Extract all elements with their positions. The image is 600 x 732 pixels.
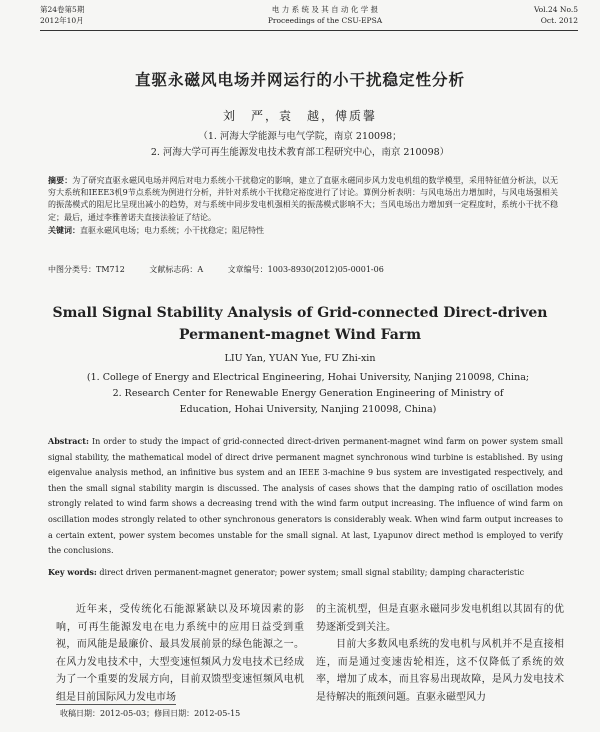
abstract-en-label: Abstract: <box>48 436 89 446</box>
affiliation-cn-1: （1. 河海大学能源与电气学院，南京 210098； <box>198 131 402 142</box>
abstract-cn <box>48 174 558 237</box>
affiliation-en-3: Education, Hohai University, Nanjing 210098, China) <box>179 404 437 415</box>
document-code: 文献标志码：A <box>149 265 204 274</box>
paper-title-en <box>0 302 600 346</box>
classification-info <box>48 264 568 275</box>
header-journal <box>220 4 430 26</box>
header-journal-en: Proceedings of the CSU-EPSA <box>267 16 383 25</box>
affiliation-en-1: (1. College of Energy and Electrical Engineering, Hohai University, Nanjing 210098, China; <box>86 372 530 383</box>
authors-en: LIU Yan, YUAN Yue, FU Zhi-xin <box>224 353 376 364</box>
paper-title-en-line1: Small Signal Stability Analysis of Grid-connected Direct-driven <box>52 305 548 321</box>
keywords-en <box>48 566 563 579</box>
header-date: 2012年10月 <box>40 16 84 25</box>
abstract-en-text: In order to study the impact of grid-connected direct-driven permanent-magnet wind farm on power system small signal stability, the mathematical model of direct drive permanent magnet synchronous wind turbine is established. By using eigenvalue analysis method, an infinitive bus system and an IEEE 3-machine 9 bus system are investigated respectively, and then the small signal stability margin is discussed. The analysis of cases shows that the damping ratio of oscillation modes strongly related to wind farm shows a decreasing trend with the wind farm output increasing. The influence of wind farm on oscillation modes strongly related to other synchronous generators is considerably weak. When wind farm output increases to a certain extent, power system becomes unstable for the small signal. At last, Lyapunov direct method is employed to verify the conclusions. <box>48 437 563 556</box>
header-issue-info <box>40 4 84 26</box>
body-paragraph-continued: 的主流机型，但是直驱永磁同步发电机组以其固有的优势逐渐受到关注。 <box>316 604 564 633</box>
body-paragraph-intro: 近年来，受传统化石能源紧缺以及环境因素的影响，可再生能源发电在电力系统中的应用日益受到重视，而风能是最廉价、最具发展前景的绿色能源之一。在风力发电技术中，大型变速恒频风力发电技术已经成为了一个重要的发展方向，目前双馈型变速恒频风电机组是目前国际风力发电市场 <box>56 604 304 703</box>
abstract-en <box>48 434 563 559</box>
header-volume: 第24卷第5期 <box>40 5 85 14</box>
header-journal-cn: 电 力 系 统 及 其 自 动 化 学 报 <box>271 5 379 14</box>
footnote-divider <box>56 704 176 705</box>
paper-title-cn: 直驱永磁风电场并网运行的小干扰稳定性分析 <box>134 70 465 89</box>
keywords-cn <box>48 224 558 237</box>
keywords-cn-label: 关键词： <box>48 224 80 235</box>
body-column-right <box>316 601 564 706</box>
clc-number: 中图分类号：TM712 <box>48 265 125 274</box>
abstract-cn-text: 为了研究直驱永磁风电场并网后对电力系统小干扰稳定的影响，建立了直驱永磁同步风力发电机组的数学模型，采用特征值分析法，以无穷大系统和IEEE3机9节点系统为例进行分析，并针对系统小干扰稳定裕度进行了讨论。算例分析表明：与风电场出力增加时，与风电场强相关的振荡模式的阻尼比呈现出减小的趋势，对与系统中同步发电机强相关的振荡模式影响不大；当风电场出力增加到一定程度时，系统小干扰不稳定；最后，通过李雅普诺夫直接法验证了结论。 <box>48 176 559 222</box>
header-month-year: Oct. 2012 <box>540 16 578 25</box>
authors-cn: 刘 严，袁 越，傅质馨 <box>222 109 377 123</box>
affiliation-en-2: 2. Research Center for Renewable Energy Generation Engineering of Ministry of <box>112 388 504 399</box>
header-vol-no: Vol.24 No.5 <box>533 5 578 14</box>
abstract-cn-label: 摘要： <box>48 175 73 185</box>
affiliation-cn-2: 2. 河海大学可再生能源发电技术教育部工程研究中心，南京 210098） <box>150 147 450 158</box>
body-column-left <box>56 601 304 706</box>
affiliations-en <box>48 370 568 418</box>
keywords-en-text: direct driven permanent-magnet generator; power system; small signal stability; damping characteristic <box>99 568 525 577</box>
header-volume-en <box>534 4 578 26</box>
body-paragraph-second: 目前大多数风电系统的发电机与风机并不是直接相连，而是通过变速齿轮相连，这不仅降低了系统的效率，增加了成本，而且容易出现故障，是风力发电技术是待解决的瓶颈问题。直驱永磁型风力 <box>316 639 564 703</box>
article-number: 文章编号：1003-8930(2012)05-0001-06 <box>227 265 384 274</box>
received-date: 收稿日期：2012-05-03；修回日期：2012-05-15 <box>60 709 241 718</box>
keywords-en-label: Key words: <box>48 567 97 577</box>
running-header <box>40 4 578 31</box>
paper-title-en-line2: Permanent-magnet Wind Farm <box>178 327 422 343</box>
keywords-cn-text: 直驱永磁风电场；电力系统；小干扰稳定；阻尼特性 <box>80 225 264 235</box>
